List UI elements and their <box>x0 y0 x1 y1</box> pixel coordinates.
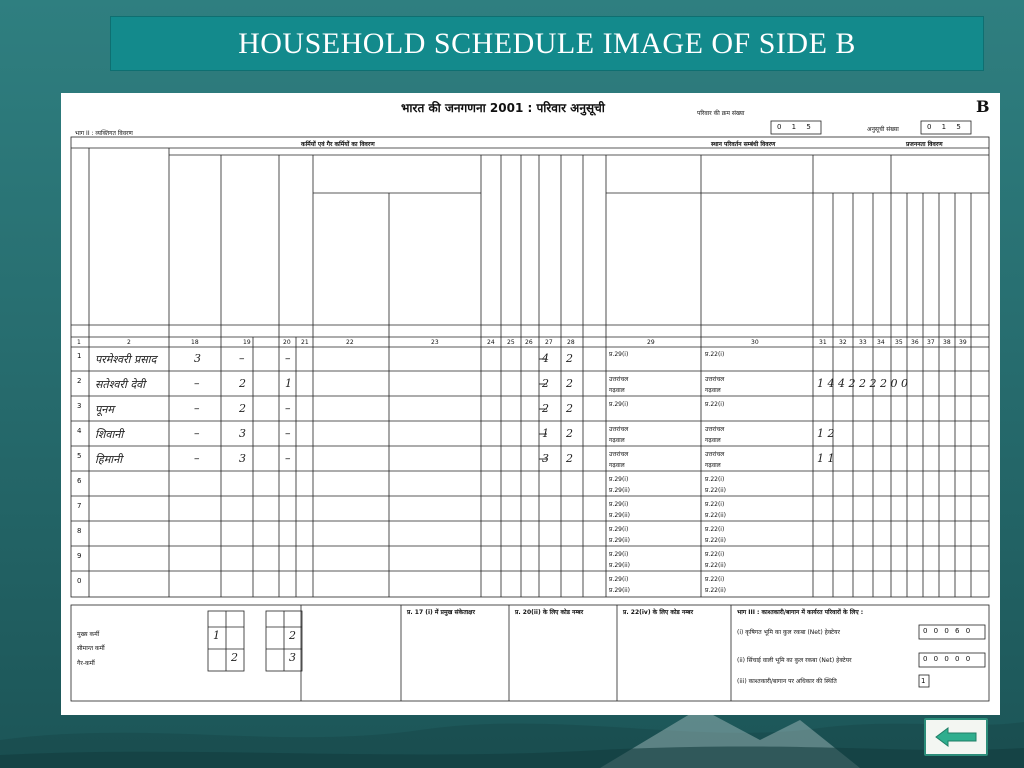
row-p29a: प्र.29(i) <box>609 401 629 408</box>
row-c25: 4 <box>542 352 549 365</box>
row-p30b: गढ़वाल <box>705 437 721 444</box>
schedule-label: अनुसूची संख्या <box>867 126 899 133</box>
land-net-label: (i) कृषिगत भूमि का कुल रकबा (Net) हेक्टेयर <box>737 629 840 636</box>
row-name: परमेश्वरी प्रसाद <box>95 353 157 366</box>
col-num: 19 <box>243 339 251 346</box>
row-p29a: उत्तरांचल <box>609 451 629 458</box>
col-num: 36 <box>911 339 919 346</box>
row-p30a: उत्तरांचल <box>705 376 725 383</box>
row-no: 1 <box>77 352 82 360</box>
back-button[interactable] <box>924 718 988 756</box>
row-tail: 1 1 <box>817 452 835 465</box>
row-c26: 2 <box>566 427 573 440</box>
section-migration: स्थान परिवर्तन सम्बंधी विवरण <box>711 141 776 148</box>
row-p29a: प्र.29(i) <box>609 576 629 583</box>
row-c19: 3 <box>239 427 246 440</box>
census-title: भारत की जनगणना 2001 : परिवार अनुसूची <box>401 101 605 115</box>
row-c26: 2 <box>566 377 573 390</box>
row-p29b: प्र.29(ii) <box>609 537 630 544</box>
col-num: 1 <box>77 339 81 346</box>
row-p30a: प्र.22(i) <box>705 476 725 483</box>
form-grid <box>61 93 1000 715</box>
ownership-value: 1 <box>921 677 926 685</box>
summary-value: 2 <box>231 651 238 664</box>
row-p29a: उत्तरांचल <box>609 376 629 383</box>
row-c20: – <box>285 427 291 440</box>
row-c20: – <box>285 352 291 365</box>
row-p30a: प्र.22(i) <box>705 501 725 508</box>
col-num: 39 <box>959 339 967 346</box>
row-p29a: प्र.29(i) <box>609 551 629 558</box>
col-num: 25 <box>507 339 515 346</box>
row-p29b: गढ़वाल <box>609 462 625 469</box>
col-num: 30 <box>751 339 759 346</box>
household-schedule-document <box>61 93 1000 715</box>
row-no: 5 <box>77 452 82 460</box>
row-c26: 2 <box>566 402 573 415</box>
block-number: 0 1 5 <box>777 123 815 131</box>
col-num: 23 <box>431 339 439 346</box>
row-c18: – <box>194 377 200 390</box>
row-p29b: प्र.29(ii) <box>609 512 630 519</box>
row-p30a: प्र.22(i) <box>705 551 725 558</box>
non-workers-label: गैर-कर्मी <box>77 660 95 667</box>
row-c25: 2 <box>542 402 549 415</box>
side-letter: B <box>976 97 990 116</box>
col-num: 18 <box>191 339 199 346</box>
workers-main-label: मुख्य कर्मी <box>77 631 100 638</box>
row-no: 6 <box>77 477 82 485</box>
col-num: 31 <box>819 339 827 346</box>
row-p29a: प्र.29(i) <box>609 526 629 533</box>
row-p30b: प्र.22(ii) <box>705 587 726 594</box>
row-no: 8 <box>77 527 82 535</box>
summary-value: 1 <box>213 629 220 642</box>
row-c25: 3 <box>542 452 549 465</box>
part3-title: भाग III : काश्तकारी/बागान में कार्यरत परिवारों के लिए : <box>737 609 864 616</box>
part-label: भाग II : व्यक्तिगत विवरण <box>75 130 133 137</box>
summary-value: 2 <box>289 629 296 642</box>
col-num: 35 <box>895 339 903 346</box>
row-p30a: प्र.22(i) <box>705 351 725 358</box>
row-c18: – <box>194 402 200 415</box>
col-num: 29 <box>647 339 655 346</box>
row-p30a: प्र.22(i) <box>705 401 725 408</box>
col-num: 20 <box>283 339 291 346</box>
arrow-left-icon <box>934 726 978 748</box>
row-c19: – <box>239 352 245 365</box>
row-c19: 2 <box>239 377 246 390</box>
row-c20: 1 <box>285 377 292 390</box>
row-p30b: प्र.22(ii) <box>705 562 726 569</box>
slide-title: HOUSEHOLD SCHEDULE IMAGE OF SIDE B <box>238 26 856 60</box>
p17-codes-title: प्र. 17 (i) में प्रमुख संकेताक्षर <box>407 609 475 616</box>
row-c18: – <box>194 427 200 440</box>
land-irrigated-label: (ii) सिंचाई वाली भूमि का कुल रकबा (Net) हेक्टेयर <box>737 657 852 664</box>
row-name: शिवानी <box>95 428 124 441</box>
row-p29b: गढ़वाल <box>609 437 625 444</box>
row-p29a: उत्तरांचल <box>609 426 629 433</box>
col-num: 22 <box>346 339 354 346</box>
col-num: 37 <box>927 339 935 346</box>
col-num: 21 <box>301 339 309 346</box>
row-p30b: गढ़वाल <box>705 387 721 394</box>
row-p30b: गढ़वाल <box>705 462 721 469</box>
land-ownership-label: (iii) काश्तकारी/बागान पर अधिकार की स्थिति <box>737 678 837 685</box>
col-num: 27 <box>545 339 553 346</box>
row-p30b: प्र.22(ii) <box>705 487 726 494</box>
row-p29b: प्र.29(ii) <box>609 487 630 494</box>
row-p29a: प्र.29(i) <box>609 501 629 508</box>
schedule-number: 0 1 5 <box>927 123 965 131</box>
workers-marginal-label: सीमान्त कर्मी <box>77 645 105 652</box>
col-num: 32 <box>839 339 847 346</box>
section-fertility: प्रजननता विवरण <box>906 141 943 148</box>
block-label: परिवार की क्रम संख्या <box>697 110 745 117</box>
row-no: 0 <box>77 577 82 585</box>
col-num: 24 <box>487 339 495 346</box>
row-name: हिमानी <box>95 453 123 466</box>
row-p30a: प्र.22(i) <box>705 576 725 583</box>
col-num: 2 <box>127 339 131 346</box>
summary-value: 3 <box>289 651 296 664</box>
row-c25: 1 <box>542 427 549 440</box>
row-c26: 2 <box>566 352 573 365</box>
row-c18: 3 <box>194 352 201 365</box>
row-tail: 1 4 4 2 2 2 2 0 0 <box>817 377 908 390</box>
row-name: सतेश्वरी देवी <box>95 378 146 391</box>
p20-codes-title: प्र. 20(ii) के लिए कोड नम्बर <box>515 609 584 616</box>
row-c19: 2 <box>239 402 246 415</box>
row-no: 2 <box>77 377 82 385</box>
row-name: पूनम <box>95 403 114 416</box>
row-p29a: प्र.29(i) <box>609 476 629 483</box>
row-c18: – <box>194 452 200 465</box>
row-c26: 2 <box>566 452 573 465</box>
row-p30a: उत्तरांचल <box>705 451 725 458</box>
p22-codes-title: प्र. 22(iv) के लिए कोड नम्बर <box>623 609 694 616</box>
col-num: 33 <box>859 339 867 346</box>
row-c25: 2 <box>542 377 549 390</box>
row-c19: 3 <box>239 452 246 465</box>
row-p30a: प्र.22(i) <box>705 526 725 533</box>
row-no: 3 <box>77 402 82 410</box>
row-p29b: प्र.29(ii) <box>609 562 630 569</box>
col-num: 38 <box>943 339 951 346</box>
row-c20: – <box>285 402 291 415</box>
row-no: 4 <box>77 427 82 435</box>
row-c20: – <box>285 452 291 465</box>
row-p29a: प्र.29(i) <box>609 351 629 358</box>
land-net-values: 0 0 0 6 0 <box>923 627 973 635</box>
row-p30b: प्र.22(ii) <box>705 537 726 544</box>
section-workers: कर्मियों एवं गैर कर्मियों का विवरण <box>301 141 375 148</box>
row-no: 7 <box>77 502 82 510</box>
row-tail: 1 2 <box>817 427 835 440</box>
col-num: 26 <box>525 339 533 346</box>
slide-title-banner <box>110 16 984 71</box>
row-p30a: उत्तरांचल <box>705 426 725 433</box>
row-no: 9 <box>77 552 82 560</box>
row-p29b: प्र.29(ii) <box>609 587 630 594</box>
row-p30b: प्र.22(ii) <box>705 512 726 519</box>
row-p29b: गढ़वाल <box>609 387 625 394</box>
col-num: 28 <box>567 339 575 346</box>
col-num: 34 <box>877 339 885 346</box>
land-irrigated-values: 0 0 0 0 0 <box>923 655 973 663</box>
